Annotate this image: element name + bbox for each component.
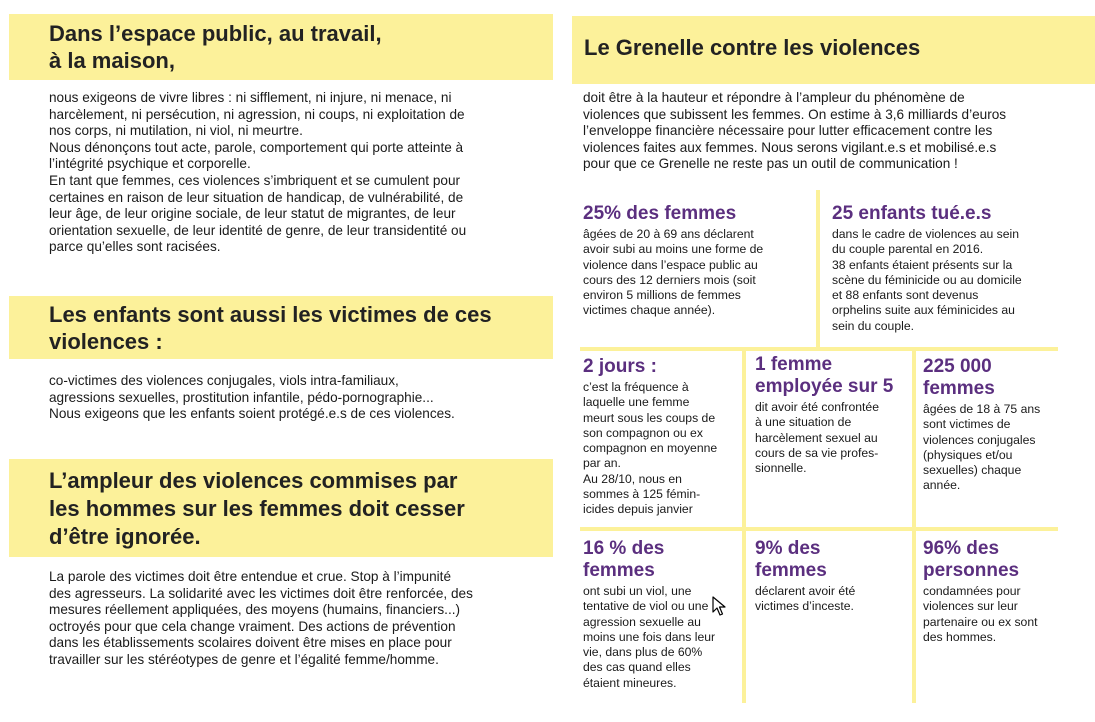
grid-divider-row2-b xyxy=(912,349,916,703)
stat-card xyxy=(583,203,808,319)
stat-headline: 96% des personnes xyxy=(923,538,1020,581)
stat-headline: 25 enfants tué.e.s xyxy=(832,203,992,224)
section-2-title: Les enfants sont aussi les victimes de ces violences : xyxy=(49,302,492,354)
stat-card xyxy=(583,356,738,518)
section-1-title: Dans l’espace public, au travail, à la maison, xyxy=(49,21,382,73)
stat-description: âgées de 20 à 69 ans déclarent avoir subi au moins une forme de violence dans l’espace public au cours des 12 derniers mois (soit environ 5 millions de femmes victimes chaque année). xyxy=(583,227,764,318)
grid-divider-h1 xyxy=(580,347,1058,351)
stat-description: ont subi un viol, une tentative de viol ou une agression sexuelle au moins une fois dans leur vie, dans plus de 60% des cas quand elles étaient mineures. xyxy=(583,584,716,690)
section-1-body: nous exigeons de vivre libres : ni sifflement, ni injure, ni menace, ni harcèlement, ni persécution, ni agression, ni coups, ni exploitation de nos corps, ni mutilation, ni viol, ni meurtre. Nous dénonçons tout acte, parole, comportement qui porte atteinte à l’intégrité psychique et corporelle. En tant que femmes, ces violences s’imbriquent et se cumulent pour certaines en raison de leur situation de handicap, de vulnérabilité, de leur âge, de leur origine sociale, de leur statut de migrantes, de leur orientation sexuelle, de leur identité de genre, de leur transidentité ou parce qu’elles sont racisées. xyxy=(49,90,467,255)
stat-description: dans le cadre de violences au sein du couple parental en 2016. 38 enfants étaient présents sur la scène du féminicide ou au domicile et 88 enfants sont devenus orphelins suite aux féminicides au sein du couple. xyxy=(832,227,1022,333)
stat-description: dit avoir été confrontée à une situation de harcèlement sexuel au cours de sa vie profes- sionnelle. xyxy=(755,400,879,476)
stat-description: c’est la fréquence à laquelle une femme meurt sous les coups de son compagnon ou ex compagnon en moyenne par an. Au 28/10, nous en sommes à 125 fémin- icides depuis janvier xyxy=(583,380,718,517)
stat-description: condamnées pour violences sur leur partenaire ou ex sont des hommes. xyxy=(923,584,1038,644)
stat-headline: 9% des femmes xyxy=(755,538,827,581)
stat-description: âgées de 18 à 75 ans sont victimes de violences conjugales (physiques et/ou sexuelles) chaque année. xyxy=(923,402,1041,493)
section-3-body: La parole des victimes doit être entendue et crue. Stop à l’impunité des agresseurs. La solidarité avec les victimes doit être renforcée, des mesures réellement appliquées, des moyens (humains, financiers...) octroyés pour que cela change vraiment. Des actions de prévention dans les établissements scolaires doivent être mises en place pour travailler sur les stéréotypes de genre et l’égalité femme/homme. xyxy=(49,569,473,667)
grenelle-body: doit être à la hauteur et répondre à l’ampleur du phénomène de violences que subissent les femmes. On estime à 3,6 milliards d’euros l’enveloppe financière nécessaire pour lutter efficacement contre les violences faites aux femmes. Nous serons vigilant.e.s et mobilisé.e.s pour que ce Grenelle ne reste pas un outil de communication ! xyxy=(583,90,1007,172)
stat-headline: 1 femme employée sur 5 xyxy=(755,354,894,397)
grenelle-title: Le Grenelle contre les violences xyxy=(584,35,921,60)
stat-card xyxy=(832,203,1057,334)
stat-card xyxy=(755,538,907,615)
grid-divider-h2 xyxy=(580,527,1058,531)
section-3-title: L’ampleur des violences commises par les hommes sur les femmes doit cesser d’être ignorée. xyxy=(49,468,465,549)
section-2-body: co-victimes des violences conjugales, viols intra-familiaux, agressions sexuelles, prostitution infantile, pédo-pornographie... Nous exigeons que les enfants soient protégé.e.s de ces violences. xyxy=(49,373,455,422)
grenelle-banner xyxy=(572,16,1095,84)
stat-headline: 25% des femmes xyxy=(583,203,737,224)
stat-card xyxy=(923,538,1073,645)
stat-card xyxy=(923,356,1073,494)
stat-headline: 225 000 femmes xyxy=(923,356,995,399)
mouse-pointer-icon xyxy=(712,596,726,616)
grid-divider-row1 xyxy=(816,190,820,348)
grid-divider-row2-a xyxy=(742,349,746,703)
section-3-banner xyxy=(9,459,553,557)
stat-card xyxy=(755,354,911,476)
stat-headline: 16 % des femmes xyxy=(583,538,665,581)
stat-description: déclarent avoir été victimes d’inceste. xyxy=(755,584,856,614)
section-1-banner xyxy=(9,14,553,80)
section-2-banner xyxy=(9,296,553,359)
stat-headline: 2 jours : xyxy=(583,356,657,377)
